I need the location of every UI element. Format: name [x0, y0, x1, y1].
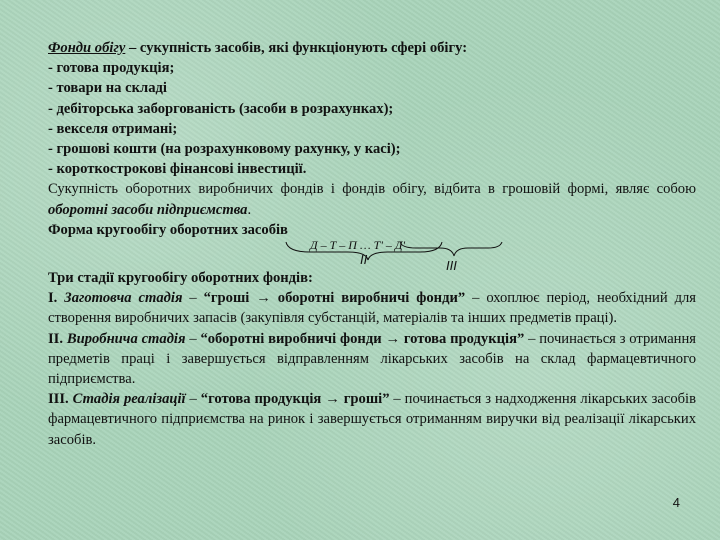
stage-dash: – — [185, 330, 201, 347]
formula-braces — [48, 240, 696, 268]
intro-line — [48, 38, 696, 58]
stage-phrase: “готова продукція → гроші” — [200, 391, 390, 408]
stage-dash: – — [182, 290, 204, 307]
stage-number: І. — [48, 290, 58, 307]
stage-text: – починається з отримання предметів праці і завершується відправленням лікарських засобів на склад фармацевтичного підприємства. — [48, 330, 696, 388]
list-item: - готова продукція; — [48, 60, 175, 77]
stage-name: Виробнича стадія — [66, 330, 186, 347]
list-item: - грошові кошти (на розрахунковому рахунку, у касі); — [48, 141, 401, 158]
stage-text: – охоплює період, необхідний для створення виробничих запасів (закупівля субстанцій, матеріалів та інших предметів праці). — [48, 290, 696, 327]
list-item: - короткострокові фінансові інвестиції. — [48, 161, 307, 178]
stage-number: ІІІ. — [48, 391, 69, 408]
page-number: 4 — [672, 495, 680, 510]
list-item: - товари на складі — [48, 80, 167, 97]
stage-text: – починається з надходження лікарських засобів фармацевтичного підприємства на ринок і завершується отриманням виручки від реалізації лікарських засобів. — [48, 391, 696, 448]
stage-phrase: “оборотні виробничі фонди → готова продукція” — [200, 330, 525, 347]
stages-title: Три стадії кругообігу оборотних фондів: — [48, 270, 313, 287]
stage-number: ІІ. — [48, 330, 64, 347]
intro-term: Фонди обігу — [48, 40, 126, 56]
stage-name: Стадія реалізації — [72, 391, 186, 408]
summary-paragraph — [48, 179, 696, 219]
form-title: Форма кругообігу оборотних засобів — [48, 221, 288, 238]
stage-dash: – — [185, 391, 201, 408]
stage-name: Заготовча стадія — [64, 290, 183, 307]
formula-mark-3: III — [446, 258, 457, 274]
formula-row — [48, 238, 696, 274]
circulation-formula: Д – Т – П … Т' – Д' — [310, 238, 406, 253]
summary-term: оборотні засоби підприємства — [48, 201, 248, 218]
intro-definition: – сукупність засобів, які функціонують сфері обігу: — [125, 40, 468, 56]
stage-paragraph — [48, 288, 696, 328]
slide-content — [48, 38, 696, 450]
list-item: - дебіторська заборгованість (засоби в розрахунках); — [48, 100, 394, 117]
stage-paragraph — [48, 389, 696, 450]
list-item: - векселя отримані; — [48, 120, 178, 137]
formula-mark-2: II — [360, 252, 368, 268]
stage-phrase: “гроші → оборотні виробничі фонди” — [203, 290, 466, 307]
summary-text: Сукупність оборотних виробничих фондів і фондів обігу, відбита в грошовій формі, являє собою — [48, 181, 696, 198]
stage-paragraph — [48, 329, 696, 390]
summary-end: . — [247, 201, 252, 218]
